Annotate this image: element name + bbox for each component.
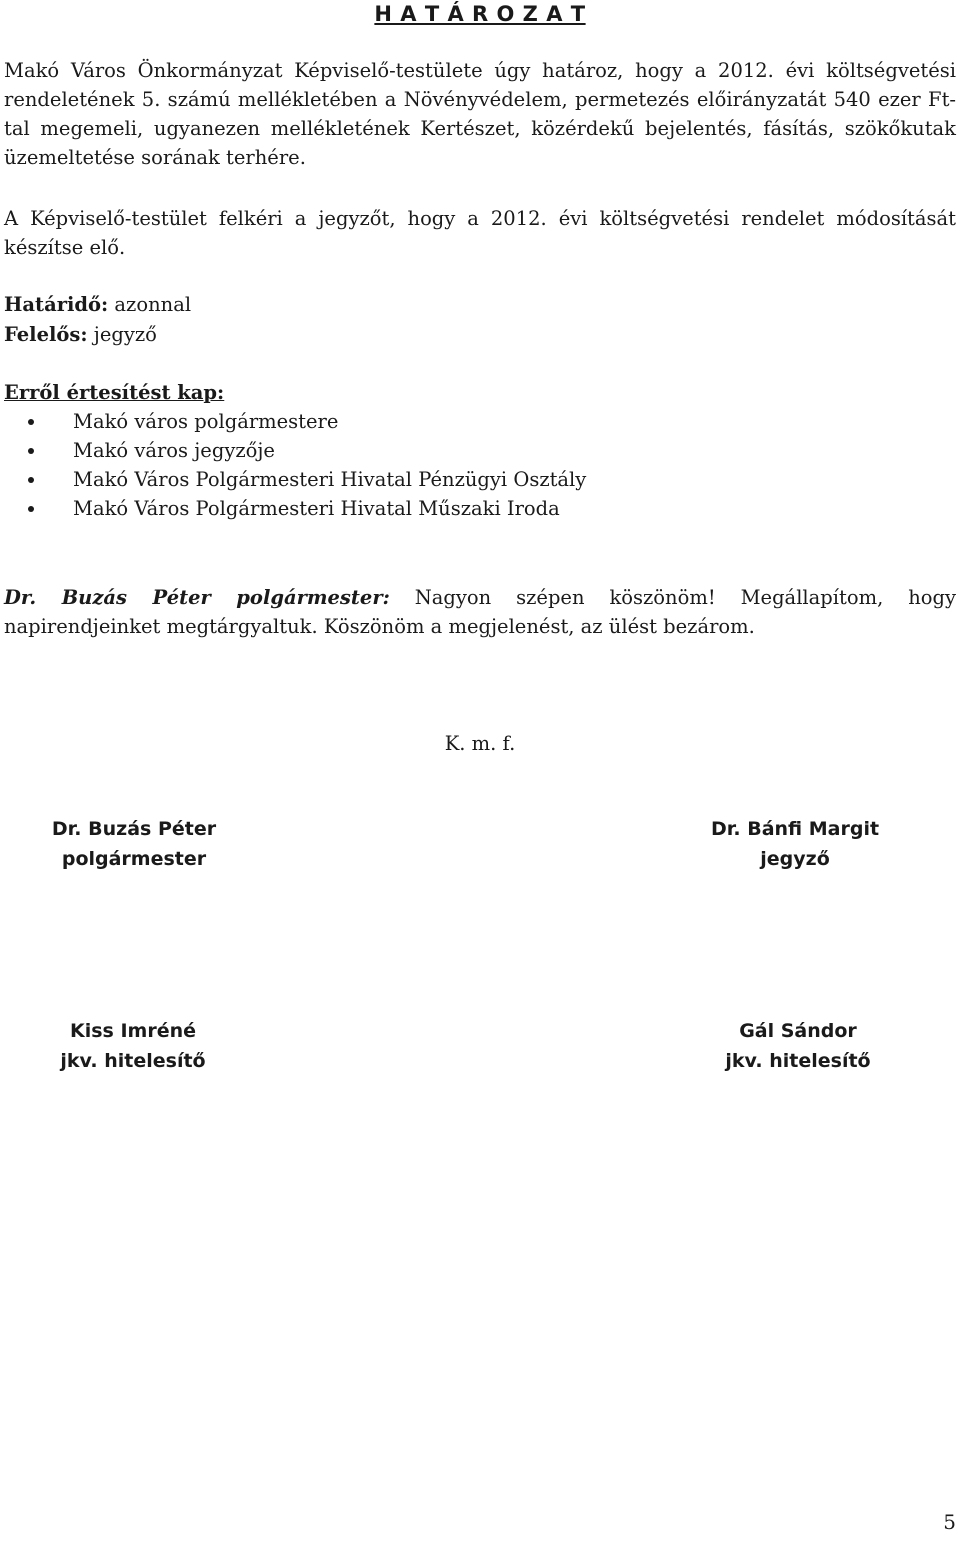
bullet-icon bbox=[28, 448, 34, 454]
resolution-paragraph: Makó Város Önkormányzat Képviselő-testülete úgy határoz, hogy a 2012. évi költségvetési rendeletének 5. számú mellékletében a Növényvédelem, permetezés előirányzatát 540 ezer Ft-tal megemeli, ugyanezen mellékletének Kertészet, közérdekű bejelentés, fásítás, szökőkutak üzemeltetése sorának terhére. bbox=[4, 59, 956, 169]
bullet-icon bbox=[28, 419, 34, 425]
speaker-name: Dr. Buzás Péter polgármester: bbox=[4, 586, 390, 609]
signature-role: jegyző bbox=[760, 848, 830, 870]
speech-line-1: Dr. Buzás Péter polgármester: Nagyon szépen köszönöm! Megállapítom, hogy bbox=[4, 586, 956, 609]
deadline-line bbox=[4, 290, 956, 319]
request-paragraph: A Képviselő-testület felkéri a jegyzőt, hogy a 2012. évi költségvetési rendelet módosítását készítse elő. bbox=[4, 207, 956, 259]
closing-speech bbox=[4, 583, 956, 641]
list-item: Makó Város Polgármesteri Hivatal Műszaki Iroda bbox=[28, 494, 928, 523]
signature-role: jkv. hitelesítő bbox=[725, 1050, 871, 1072]
resolution-title: H A T Á R O Z A T bbox=[374, 2, 586, 26]
deadline-value: azonnal bbox=[108, 293, 192, 316]
bullet-icon bbox=[28, 506, 34, 512]
signature-name: Kiss Imréné bbox=[69, 1020, 196, 1042]
signature-name: Dr. Bánfi Margit bbox=[710, 818, 880, 840]
bullet-icon bbox=[28, 477, 34, 483]
deadline-label: Határidő: bbox=[4, 293, 109, 316]
list-item: Makó város jegyzője bbox=[28, 436, 928, 465]
kmf-note: K. m. f. bbox=[444, 732, 516, 755]
signature-name: Dr. Buzás Péter bbox=[51, 818, 217, 840]
page-number: 5 bbox=[943, 1510, 956, 1534]
signature-mayor bbox=[0, 814, 284, 874]
notify-list bbox=[28, 407, 928, 523]
signature-name: Gál Sándor bbox=[739, 1020, 857, 1042]
list-item: Makó Város Polgármesteri Hivatal Pénzügyi Osztály bbox=[28, 465, 928, 494]
signature-authenticator-1 bbox=[0, 1016, 283, 1076]
responsible-value: jegyző bbox=[87, 323, 157, 346]
signature-authenticator-2 bbox=[648, 1016, 948, 1076]
signature-role: polgármester bbox=[61, 848, 207, 870]
responsible-line bbox=[4, 320, 956, 349]
responsible-label: Felelős: bbox=[4, 323, 88, 346]
speech-line-2: napirendjeinket megtárgyaltuk. Köszönöm a megjelenést, az ülést bezárom. bbox=[4, 615, 755, 638]
notify-heading: Erről értesítést kap: bbox=[4, 381, 225, 404]
signature-notary bbox=[645, 814, 945, 874]
list-item: Makó város polgármestere bbox=[28, 407, 928, 436]
signature-role: jkv. hitelesítő bbox=[60, 1050, 206, 1072]
